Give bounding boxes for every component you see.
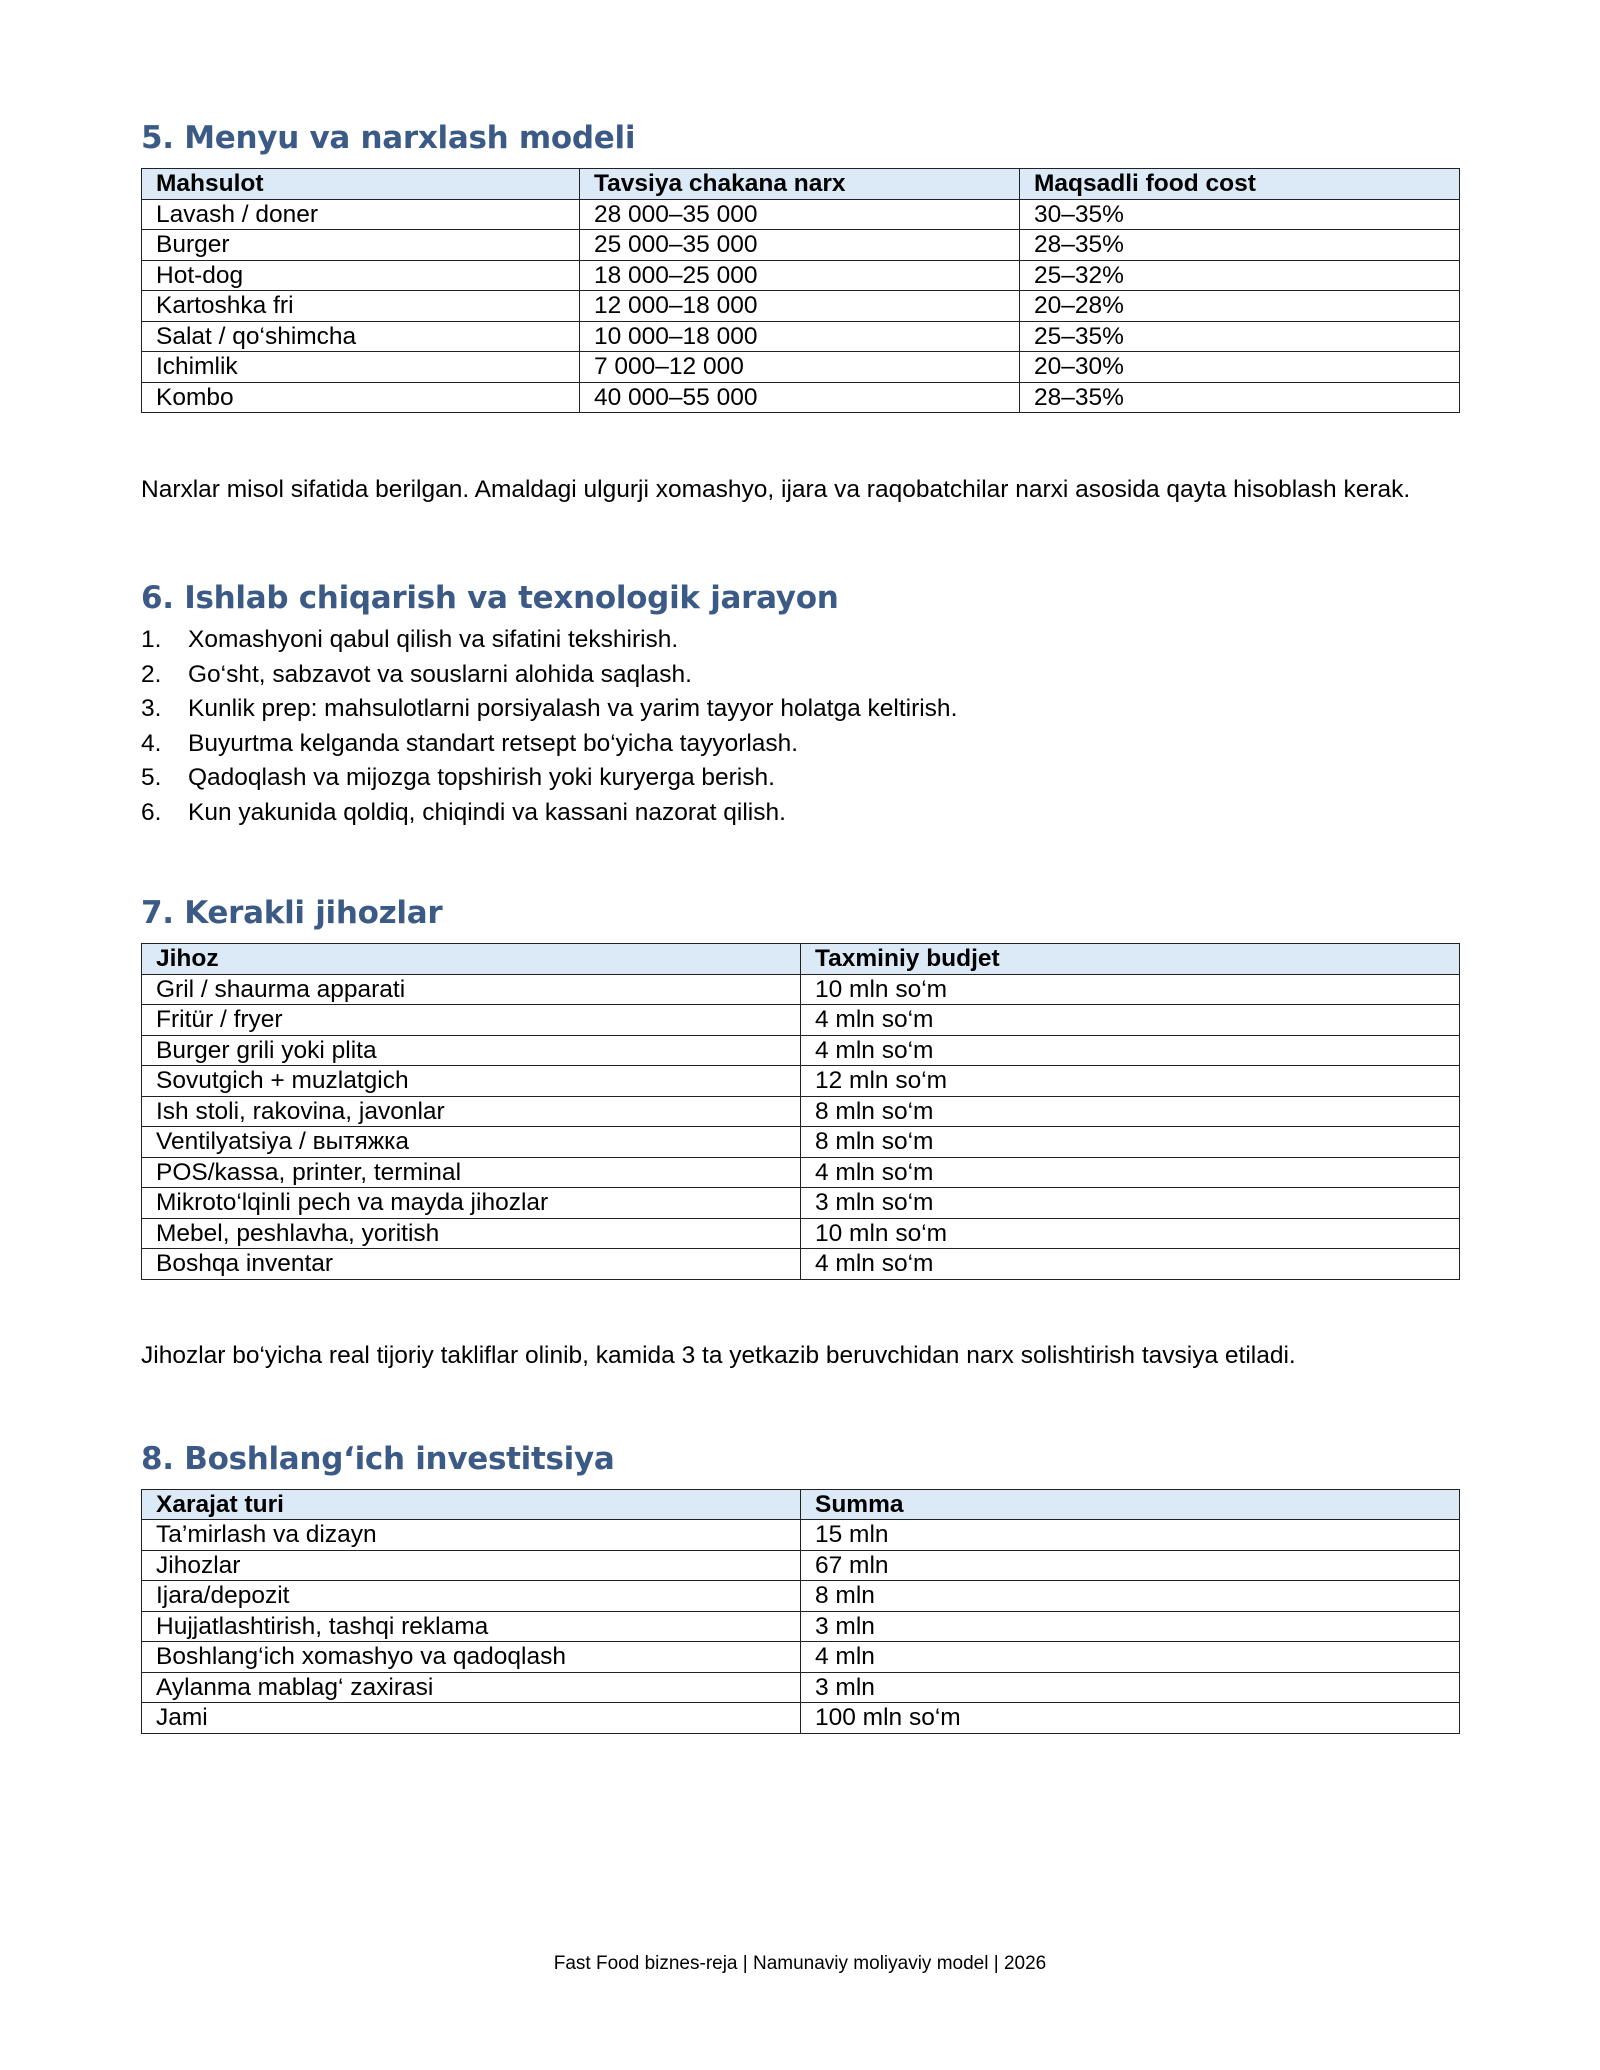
- table-cell: 4 mln so‘m: [801, 1157, 1460, 1188]
- table-row: [142, 260, 1460, 291]
- table-cell: 67 mln: [801, 1550, 1460, 1581]
- list-item: [141, 796, 1459, 831]
- step-number: 1.: [141, 626, 162, 653]
- table-cell: 8 mln so‘m: [801, 1096, 1460, 1127]
- table-cell: Sovutgich + muzlatgich: [142, 1066, 801, 1097]
- table-cell: 25–35%: [1020, 321, 1460, 352]
- step-text: Xomashyoni qabul qilish va sifatini tekshirish.: [188, 626, 679, 653]
- table-row: [142, 352, 1460, 383]
- table-cell: Mikroto‘lqinli pech va mayda jihozlar: [142, 1188, 801, 1219]
- table-cell: 15 mln: [801, 1520, 1460, 1551]
- list-item: [141, 658, 1459, 693]
- table-cell: 10 mln so‘m: [801, 974, 1460, 1005]
- table-cell: Boshlang‘ich xomashyo va qadoqlash: [142, 1642, 801, 1673]
- table-row: [142, 1581, 1460, 1612]
- table-row: [142, 382, 1460, 413]
- table-cell: Ish stoli, rakovina, javonlar: [142, 1096, 801, 1127]
- table-header-row: [142, 169, 1460, 200]
- header-cell: Tavsiya chakana narx: [580, 169, 1020, 200]
- section-6-title: 6. Ishlab chiqarish va texnologik jarayon: [141, 580, 839, 616]
- table-cell: 28–35%: [1020, 230, 1460, 261]
- table-cell: 20–30%: [1020, 352, 1460, 383]
- table-cell: 18 000–25 000: [580, 260, 1020, 291]
- table-cell: 4 mln so‘m: [801, 1005, 1460, 1036]
- table-cell: Jihozlar: [142, 1550, 801, 1581]
- table-cell: Hot-dog: [142, 260, 580, 291]
- table-cell: Mebel, peshlavha, yoritish: [142, 1218, 801, 1249]
- table-cell: 7 000–12 000: [580, 352, 1020, 383]
- list-item: [141, 761, 1459, 796]
- step-text: Buyurtma kelganda standart retsept bo‘yicha tayyorlash.: [188, 729, 799, 757]
- page-footer: Fast Food biznes-reja | Namunaviy moliyaviy model | 2026: [553, 1953, 1047, 1974]
- table-row: [142, 1520, 1460, 1551]
- table-cell: 3 mln: [801, 1672, 1460, 1703]
- table-row: [142, 1642, 1460, 1673]
- table-cell: 25 000–35 000: [580, 230, 1020, 261]
- pricing-note: Narxlar misol sifatida berilgan. Amaldagi ulgurji xomashyo, ijara va raqobatchilar narxi asosida qayta hisoblash kerak.: [141, 476, 1411, 503]
- step-text: Kun yakunida qoldiq, chiqindi va kassani nazorat qilish.: [188, 798, 786, 826]
- table-cell: Salat / qo‘shimcha: [142, 321, 580, 352]
- table-cell: Aylanma mablag‘ zaxirasi: [142, 1672, 801, 1703]
- table-cell: 3 mln: [801, 1611, 1460, 1642]
- table-header-row: [142, 1489, 1460, 1520]
- investment-table: [141, 1489, 1460, 1734]
- table-row: [142, 1096, 1460, 1127]
- table-cell: Ventilyatsiya / вытяжка: [142, 1127, 801, 1158]
- table-row: [142, 1218, 1460, 1249]
- table-cell: 100 mln so‘m: [801, 1703, 1460, 1734]
- table-row: [142, 1157, 1460, 1188]
- step-text: Kunlik prep: mahsulotlarni porsiyalash va yarim tayyor holatga keltirish.: [188, 695, 958, 722]
- table-row: [142, 1188, 1460, 1219]
- section-8-title: 8. Boshlang‘ich investitsiya: [141, 1440, 615, 1477]
- table-cell: Fritür / fryer: [142, 1005, 801, 1036]
- step-number: 2.: [141, 660, 162, 688]
- table-row: [142, 1035, 1460, 1066]
- header-cell: Taxminiy budjet: [801, 944, 1460, 975]
- table-cell: 10 mln so‘m: [801, 1218, 1460, 1249]
- table-row: [142, 1611, 1460, 1642]
- table-row: [142, 1703, 1460, 1734]
- process-steps-list: [141, 623, 1459, 830]
- table-cell: 25–32%: [1020, 260, 1460, 291]
- table-cell: 28–35%: [1020, 382, 1460, 413]
- step-number: 4.: [141, 729, 162, 757]
- equipment-table: [141, 943, 1460, 1280]
- step-number: 6.: [141, 798, 162, 826]
- table-cell: Burger: [142, 230, 580, 261]
- table-cell: 28 000–35 000: [580, 199, 1020, 230]
- table-cell: Jami: [142, 1703, 801, 1734]
- menu-pricing-table: [141, 168, 1460, 413]
- step-number: 5.: [141, 764, 162, 791]
- step-text: Go‘sht, sabzavot va souslarni alohida saqlash.: [188, 660, 692, 688]
- table-row: [142, 1550, 1460, 1581]
- table-cell: 8 mln so‘m: [801, 1127, 1460, 1158]
- list-item: [141, 623, 1459, 658]
- list-item: [141, 727, 1459, 762]
- table-cell: 12 000–18 000: [580, 291, 1020, 322]
- table-cell: Burger grili yoki plita: [142, 1035, 801, 1066]
- table-cell: Kombo: [142, 382, 580, 413]
- header-cell: Xarajat turi: [142, 1489, 801, 1520]
- table-header-row: [142, 944, 1460, 975]
- table-cell: Ta’mirlash va dizayn: [142, 1520, 801, 1551]
- header-cell: Maqsadli food cost: [1020, 169, 1460, 200]
- table-row: [142, 974, 1460, 1005]
- table-cell: 40 000–55 000: [580, 382, 1020, 413]
- table-cell: 20–28%: [1020, 291, 1460, 322]
- table-row: [142, 199, 1460, 230]
- table-cell: Ijara/depozit: [142, 1581, 801, 1612]
- table-cell: 4 mln: [801, 1642, 1460, 1673]
- table-cell: 12 mln so‘m: [801, 1066, 1460, 1097]
- table-cell: 10 000–18 000: [580, 321, 1020, 352]
- document-page: [141, 118, 1459, 1734]
- table-cell: 4 mln so‘m: [801, 1249, 1460, 1280]
- table-cell: Gril / shaurma apparati: [142, 974, 801, 1005]
- table-row: [142, 230, 1460, 261]
- table-cell: Kartoshka fri: [142, 291, 580, 322]
- table-cell: Lavash / doner: [142, 199, 580, 230]
- table-row: [142, 1249, 1460, 1280]
- table-row: [142, 1672, 1460, 1703]
- table-cell: Hujjatlashtirish, tashqi reklama: [142, 1611, 801, 1642]
- section-5-title: 5. Menyu va narxlash modeli: [141, 120, 636, 156]
- list-item: [141, 692, 1459, 727]
- table-cell: Ichimlik: [142, 352, 580, 383]
- table-row: [142, 291, 1460, 322]
- table-cell: Boshqa inventar: [142, 1249, 801, 1280]
- header-cell: Mahsulot: [142, 169, 580, 200]
- equipment-note: Jihozlar bo‘yicha real tijoriy takliflar olinib, kamida 3 ta yetkazib beruvchidan narx solishtirish tavsiya etiladi.: [141, 1341, 1296, 1369]
- step-number: 3.: [141, 695, 162, 722]
- table-cell: 8 mln: [801, 1581, 1460, 1612]
- table-row: [142, 1066, 1460, 1097]
- table-cell: 30–35%: [1020, 199, 1460, 230]
- table-cell: POS/kassa, printer, terminal: [142, 1157, 801, 1188]
- table-row: [142, 1127, 1460, 1158]
- table-cell: 3 mln so‘m: [801, 1188, 1460, 1219]
- table-row: [142, 1005, 1460, 1036]
- table-row: [142, 321, 1460, 352]
- step-text: Qadoqlash va mijozga topshirish yoki kuryerga berish.: [188, 764, 775, 791]
- table-cell: 4 mln so‘m: [801, 1035, 1460, 1066]
- section-7-title: 7. Kerakli jihozlar: [141, 895, 443, 931]
- header-cell: Jihoz: [142, 944, 801, 975]
- header-cell: Summa: [801, 1489, 1460, 1520]
